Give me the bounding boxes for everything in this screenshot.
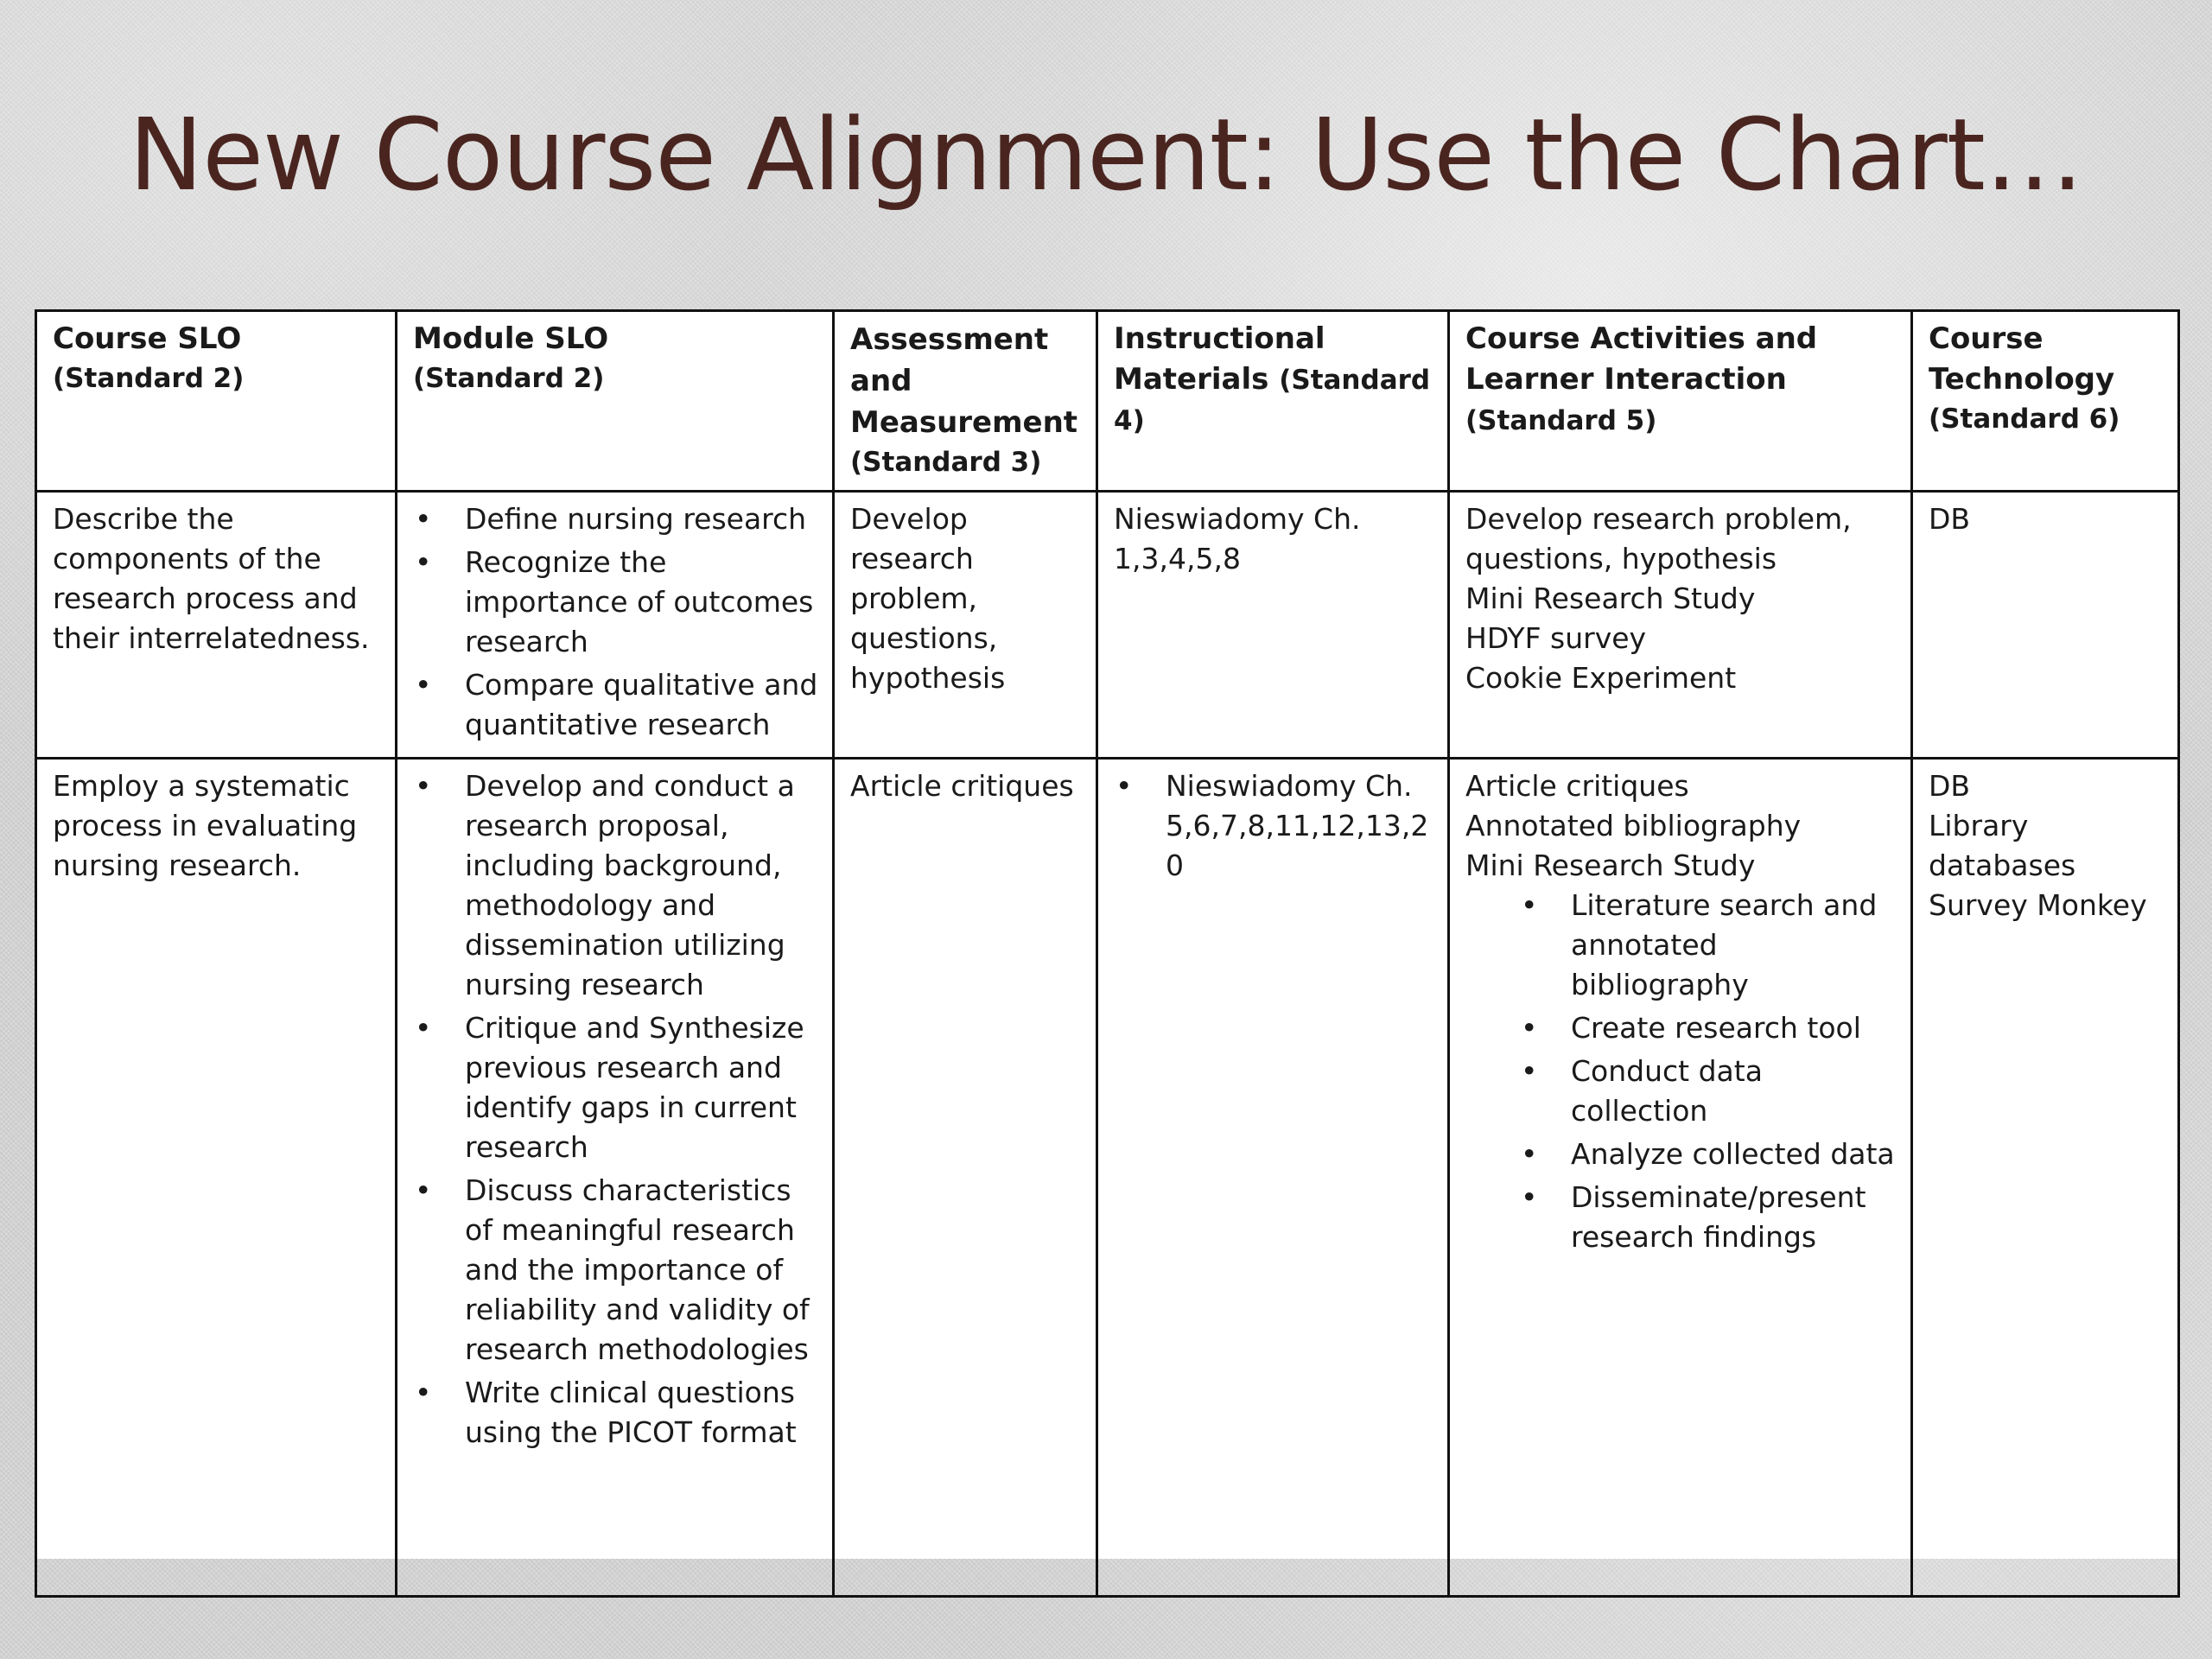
header-instructional-materials [1097, 311, 1449, 492]
cell-materials: Nieswiadomy Ch. 1,3,4,5,8 [1097, 492, 1449, 759]
cell-course-slo: Employ a systematic process in evaluating nursing research. [36, 759, 397, 1597]
cell-activities [1449, 492, 1912, 759]
header-label: Course Technology [1929, 321, 2115, 397]
module-slo-list [413, 499, 820, 745]
list-item: • Disseminate/present research findings [1571, 1178, 1898, 1257]
cell-technology [1912, 759, 2179, 1597]
alignment-table-container [35, 309, 2177, 1559]
list-item: • Literature search and annotated bibliography [1571, 886, 1898, 1005]
cell-assessment: Develop research problem, questions, hypothesis [834, 492, 1097, 759]
header-standard: (Standard 2) [53, 363, 245, 394]
header-label: Course SLO [53, 321, 242, 356]
cell-activities [1449, 759, 1912, 1597]
alignment-table [35, 309, 2180, 1598]
header-standard: (Standard 3) [850, 447, 1042, 478]
list-item: • Define nursing research [465, 499, 820, 539]
technology-line: DB [1929, 769, 1971, 803]
list-item: • Conduct data collection [1571, 1052, 1898, 1131]
list-item: • Compare qualitative and quantitative research [465, 665, 820, 745]
list-item: • Critique and Synthesize previous research and identify gaps in current research [465, 1008, 820, 1167]
header-label: Instructional Materials [1114, 321, 1325, 397]
header-standard: (Standard 4) [1114, 365, 1431, 436]
header-course-technology [1912, 311, 2179, 492]
cell-materials [1097, 759, 1449, 1597]
materials-list [1114, 766, 1435, 886]
table-row [36, 492, 2179, 759]
activity-line: Annotated bibliography [1465, 809, 1802, 842]
activity-sub-list [1465, 886, 1898, 1257]
header-assessment [834, 311, 1097, 492]
header-standard: (Standard 6) [1929, 404, 2120, 435]
header-standard: (Standard 2) [413, 363, 605, 394]
header-label: Course Activities and Learner Interaction [1465, 321, 1818, 397]
module-slo-list [413, 766, 820, 1452]
list-item: • Write clinical questions using the PICOT format [465, 1373, 820, 1452]
activity-line: Develop research problem, questions, hypothesis [1465, 502, 1852, 575]
header-row [36, 311, 2179, 492]
list-item: • Create research tool [1571, 1008, 1898, 1048]
header-module-slo [397, 311, 834, 492]
activity-line: Mini Research Study [1465, 582, 1756, 615]
cell-course-slo: Describe the components of the research process and their interrelatedness. [36, 492, 397, 759]
cell-module-slo [397, 492, 834, 759]
header-course-slo [36, 311, 397, 492]
header-label: Module SLO [413, 321, 609, 356]
cell-module-slo [397, 759, 834, 1597]
cell-assessment: Article critiques [834, 759, 1097, 1597]
header-label: Assessment and Measurement [850, 322, 1078, 440]
list-item: • Discuss characteristics of meaningful research and the importance of reliability and validity of research methodologies [465, 1171, 820, 1370]
technology-line: Survey Monkey [1929, 888, 2147, 922]
header-standard: (Standard 5) [1465, 405, 1657, 436]
activity-line: Article critiques [1465, 769, 1689, 803]
activity-line: Cookie Experiment [1465, 661, 1737, 695]
list-item: • Recognize the importance of outcomes research [465, 543, 820, 662]
list-item: • Develop and conduct a research proposal, including background, methodology and dissemination utilizing nursing research [465, 766, 820, 1005]
slide-title: New Course Alignment: Use the Chart… [129, 98, 2083, 213]
table-row [36, 759, 2179, 1597]
activity-line: Mini Research Study [1465, 849, 1756, 882]
technology-line: DB [1929, 502, 1971, 536]
technology-line: Library databases [1929, 809, 2076, 882]
list-item: • Nieswiadomy Ch. 5,6,7,8,11,12,13,20 [1166, 766, 1435, 886]
list-item: • Analyze collected data [1571, 1135, 1898, 1174]
activity-line: HDYF survey [1465, 621, 1647, 655]
cell-technology [1912, 492, 2179, 759]
header-course-activities [1449, 311, 1912, 492]
